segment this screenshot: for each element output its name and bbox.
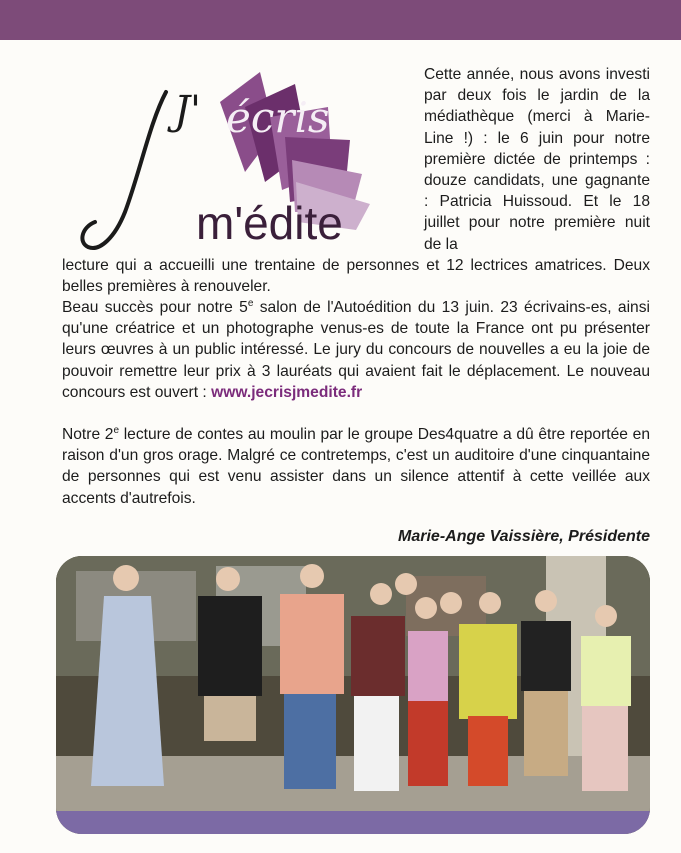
p2-text-a: Beau succès pour notre 5 bbox=[62, 299, 248, 316]
jecris-jmedite-logo bbox=[70, 62, 410, 262]
article-intro-continued: lecture qui a accueilli une trentaine de personnes et 12 lectrices amatrices. Deux belles premières à renouveler. bbox=[62, 257, 650, 296]
logo-medite-text: m'édite bbox=[196, 197, 343, 249]
script-j-stroke bbox=[82, 92, 166, 248]
group-photo bbox=[56, 556, 650, 834]
article-paragraph-salon bbox=[62, 297, 650, 403]
p2-text-b: salon de l'Autoédition du 13 juin. 23 écrivains-es, ainsi qu'une créatrice et un photographe venus-es de toute la France ont pu présenter leurs œuvres à un public intéressé. Le jury du concours de nouvelles a eu la joie de pouvoir remettre leur prix à 3 lauréats qui avaient fait le déplacement. Le nouveau concours est ouvert : bbox=[62, 299, 650, 401]
p3-text-b: lecture de contes au moulin par le groupe Des4quatre a dû être reportée en raison d'un gros orage. Malgré ce contretemps, c'est un auditoire d'une cinquantaine de personnes qui est venu assister dans un silence attentif à cette veillée aux accents d'autrefois. bbox=[62, 426, 650, 507]
logo-initial: J' bbox=[174, 88, 202, 134]
p2-superscript: e bbox=[247, 297, 254, 309]
p3-superscript: e bbox=[113, 424, 120, 436]
group-photo-illustration bbox=[56, 556, 650, 834]
header-band bbox=[0, 0, 681, 40]
website-link[interactable]: www.jecrisjmedite.fr bbox=[211, 383, 363, 401]
signature: Marie-Ange Vaissière, Présidente bbox=[398, 528, 650, 545]
logo-ecris-text: écris bbox=[226, 93, 330, 142]
p3-text-a: Notre 2 bbox=[62, 426, 114, 443]
article-paragraph-contes bbox=[62, 424, 650, 509]
article-intro: Cette année, nous avons investi par deux fois le jardin de la médiathèque (merci à Marie-Line !) : le 6 juin pour notre première dictée de printemps : douze candidats, une gagnante : Patricia Huissoud. Et le 18 juillet pour notre première nuit de la bbox=[424, 66, 650, 253]
